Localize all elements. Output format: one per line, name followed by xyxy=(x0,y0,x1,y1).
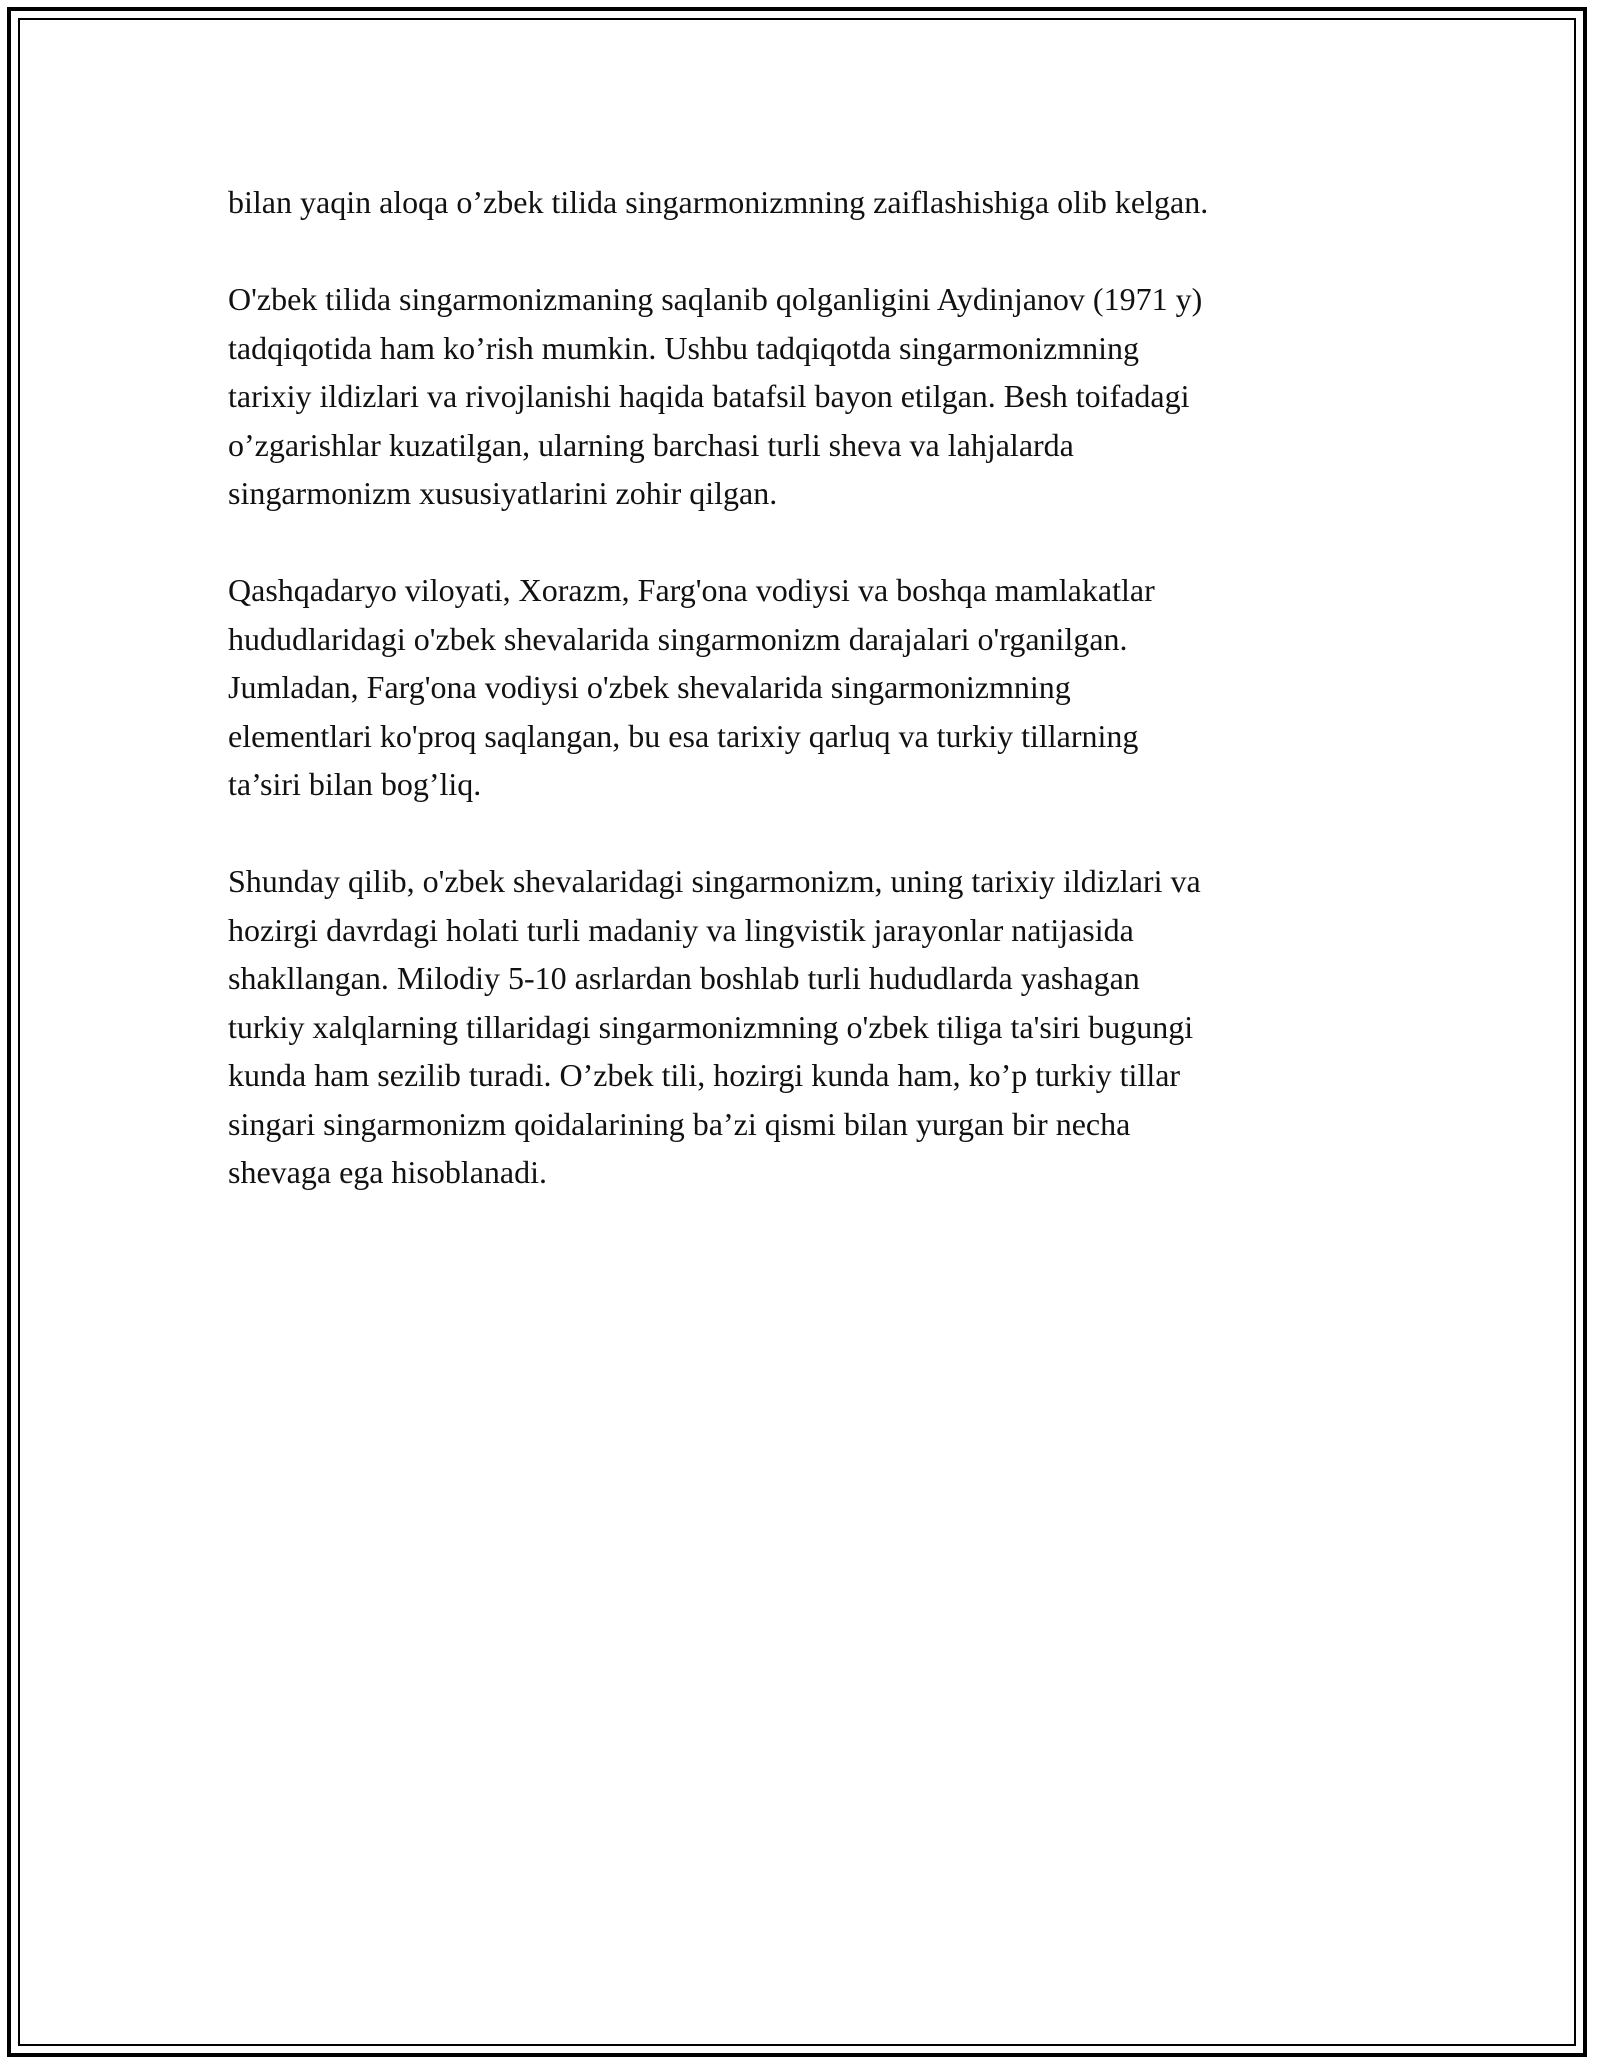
text-line: hududlaridagi o'zbek shevalarida singarmonizm darajalari o'rganilgan. xyxy=(228,620,1128,657)
text-line: tarixiy ildizlari va rivojlanishi haqida batafsil bayon etilgan. Besh toifadagi xyxy=(228,378,1190,414)
text-line: tadqiqotida ham ko’rish mumkin. Ushbu tadqiqotda singarmonizmning xyxy=(228,329,1139,366)
text-line: shevaga ega hisoblanadi. xyxy=(228,1154,547,1190)
text-line: kunda ham sezilib turadi. O’zbek tili, hozirgi kunda ham, ko’p turkiy tillar xyxy=(228,1057,1181,1093)
text-line: O'zbek tilida singarmonizmaning saqlanib qolganligini Aydinjanov (1971 y) xyxy=(228,281,1203,317)
text-line: elementlari ko'proq saqlangan, bu esa tarixiy qarluq va turkiy tillarning xyxy=(228,717,1139,754)
paragraph-3 xyxy=(228,566,1408,809)
text-line: Jumladan, Farg'ona vodiysi o'zbek shevalarida singarmonizmning xyxy=(228,669,1071,705)
text-line: hozirgi davrdagi holati turli madaniy va lingvistik jarayonlar natijasida xyxy=(228,911,1134,948)
text-line: Shunday qilib, o'zbek shevalaridagi singarmonizm, uning tarixiy ildizlari va xyxy=(228,863,1201,899)
text-line: shakllangan. Milodiy 5-10 asrlardan boshlab turli hududlarda yashagan xyxy=(228,960,1140,996)
paragraph-1 xyxy=(228,178,1408,227)
text-line: ta’siri bilan bog’liq. xyxy=(228,766,482,802)
document-body xyxy=(228,178,1408,1197)
text-line: singarmonizm xususiyatlarini zohir qilgan. xyxy=(228,475,778,511)
text-line: bilan yaqin aloqa o’zbek tilida singarmonizmning zaiflashishiga olib kelgan. xyxy=(228,184,1209,220)
text-line: o’zgarishlar kuzatilgan, ularning barchasi turli sheva va lahjalarda xyxy=(228,426,1074,463)
paragraph-2 xyxy=(228,275,1408,518)
text-line: singari singarmonizm qoidalarining ba’zi qismi bilan yurgan bir necha xyxy=(228,1105,1131,1142)
paragraph-4 xyxy=(228,857,1408,1197)
text-line: Qashqadaryo viloyati, Xorazm, Farg'ona vodiysi va boshqa mamlakatlar xyxy=(228,572,1155,608)
text-line: turkiy xalqlarning tillaridagi singarmonizmning o'zbek tiliga ta'siri bugungi xyxy=(228,1008,1194,1045)
